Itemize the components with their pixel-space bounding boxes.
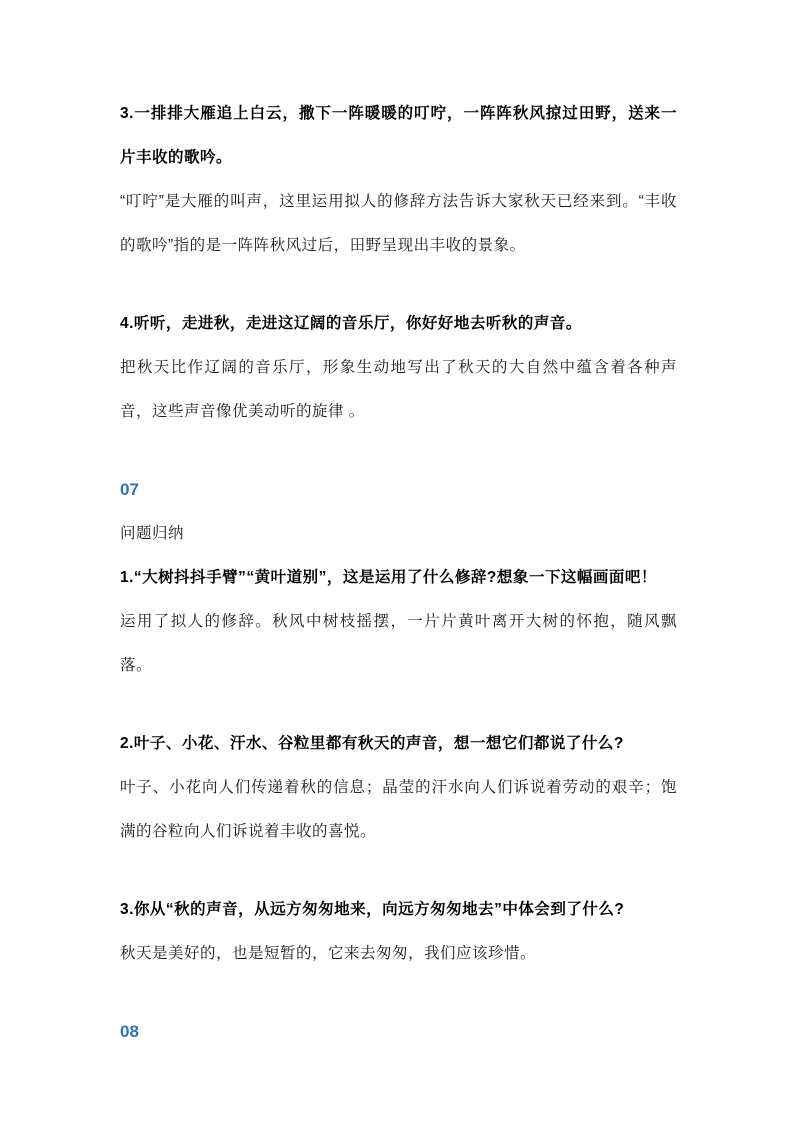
sentence-3-answer: “叮咛”是大雁的叫声，这里运用拟人的修辞方法告诉大家秋天已经来到。“丰收的歌吟”指的是一阵阵秋风过后，田野呈现出丰收的景象。 xyxy=(120,193,677,254)
question-1: 1.“大树抖抖手臂”“黄叶道别”，这是运用了什么修辞?想象一下这幅画面吧！ xyxy=(120,569,657,586)
sentence-4-answer: 把秋天比作辽阔的音乐厅，形象生动地写出了秋天的大自然中蕴含着各种声音，这些声音像优美动听的旋律 。 xyxy=(120,359,677,420)
question-3: 3.你从“秋的声音，从远方匆匆地来，向远方匆匆地去”中体会到了什么? xyxy=(120,901,625,918)
sentence-3-question: 3.一排排大雁追上白云，撒下一阵暖暖的叮咛，一阵阵秋风掠过田野，送来一片丰收的歌吟。 xyxy=(120,105,677,166)
section-number-08: 08 xyxy=(120,1022,139,1041)
section-07-title: 问题归纳 xyxy=(120,525,185,542)
answer-1: 运用了拟人的修辞。秋风中树枝摇摆，一片片黄叶离开大树的怀抱，随风飘落。 xyxy=(120,613,677,674)
blank-line xyxy=(120,434,677,468)
answer-3: 秋天是美好的，也是短暂的，它来去匆匆，我们应该珍惜。 xyxy=(120,945,537,962)
blank-line xyxy=(120,268,677,302)
blank-line xyxy=(120,688,677,722)
document-content xyxy=(120,92,677,1054)
answer-2: 叶子、小花向人们传递着秋的信息；晶莹的汗水向人们诉说着劳动的艰辛；饱满的谷粒向人们诉说着丰收的喜悦。 xyxy=(120,779,677,840)
question-2: 2.叶子、小花、汗水、谷粒里都有秋天的声音，想一想它们都说了什么? xyxy=(120,735,624,752)
section-number-07: 07 xyxy=(120,480,139,499)
blank-line xyxy=(120,854,677,888)
blank-line xyxy=(120,976,677,1010)
sentence-4-question: 4.听听，走进秋，走进这辽阔的音乐厅，你好好地去听秋的声音。 xyxy=(120,315,582,332)
